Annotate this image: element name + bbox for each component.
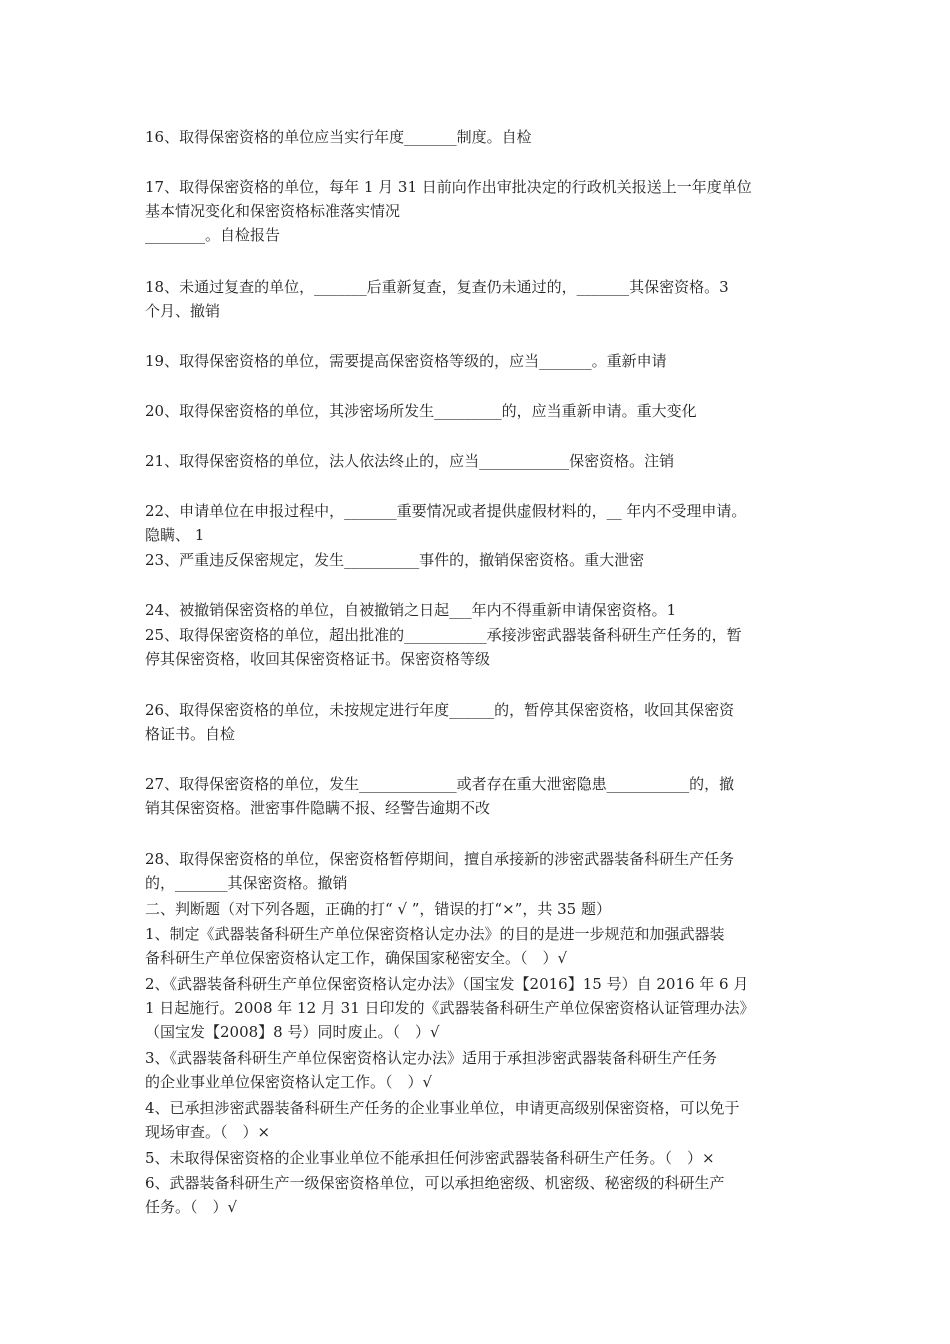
judgment-1-line-2: 备科研生产单位保密资格认定工作，确保国家秘密安全。（ ）√ <box>145 949 568 967</box>
question-26-line-2: 格证书。自检 <box>145 725 236 743</box>
judgment-3 <box>145 1046 815 1094</box>
judgment-4-line-2: 现场审查。（ ）× <box>145 1123 271 1141</box>
question-27-line-2: 销其保密资格。泄密事件隐瞒不报、经警告逾期不改 <box>145 799 491 817</box>
question-20-line-1: 20、取得保密资格的单位，其涉密场所发生_________的，应当重新申请。重大变化 <box>145 402 697 420</box>
judgment-3-line-1: 3、《武器装备科研生产单位保密资格认定办法》适用于承担涉密武器装备科研生产任务 <box>145 1049 718 1067</box>
judgment-4 <box>145 1096 815 1144</box>
judgment-2-line-1: 2、《武器装备科研生产单位保密资格认定办法》（国宝发【2016】15 号）自 2016 年 6 月 <box>145 975 749 993</box>
judgment-4-line-1: 4、已承担涉密武器装备科研生产任务的企业事业单位，申请更高级别保密资格，可以免于 <box>145 1099 740 1117</box>
judgment-2-line-2: 1 日起施行。2008 年 12 月 31 日印发的《武器装备科研生产单位保密资格认证管理办法》 <box>145 999 755 1017</box>
judgment-5 <box>145 1146 815 1170</box>
question-24-line-1: 24、被撤销保密资格的单位，自被撤销之日起___年内不得重新申请保密资格。1 <box>145 601 677 619</box>
section-2-heading-text: 二、判断题（对下列各题，正确的打“ √ ”，错误的打“×”，共 35 题） <box>145 900 611 918</box>
question-19-line-1: 19、取得保密资格的单位，需要提高保密资格等级的，应当_______。重新申请 <box>145 352 667 370</box>
question-28 <box>145 847 815 895</box>
question-22-line-1: 22、申请单位在申报过程中，_______重要情况或者提供虚假材料的，__ 年内不受理申请。 <box>145 502 747 520</box>
question-27-line-1: 27、取得保密资格的单位，发生_____________或者存在重大泄密隐患___________的，撤 <box>145 775 735 793</box>
question-17-line-2: 基本情况变化和保密资格标准落实情况 <box>145 202 401 220</box>
question-18-line-2: 个月、撤销 <box>145 302 221 320</box>
question-19 <box>145 349 815 373</box>
question-23 <box>145 548 815 572</box>
question-28-line-1: 28、取得保密资格的单位，保密资格暂停期间，擅自承接新的涉密武器装备科研生产任务 <box>145 850 735 868</box>
question-25 <box>145 623 815 671</box>
judgment-1-line-1: 1、制定《武器装备科研生产单位保密资格认定办法》的目的是进一步规范和加强武器装 <box>145 925 725 943</box>
question-26 <box>145 698 815 746</box>
question-26-line-1: 26、取得保密资格的单位，未按规定进行年度______的，暂停其保密资格，收回其保密资 <box>145 701 735 719</box>
judgment-2-line-3: （国宝发【2008】8 号）同时废止。（ ）√ <box>145 1023 440 1041</box>
question-18 <box>145 275 815 323</box>
judgment-6-line-1: 6、武器装备科研生产一级保密资格单位，可以承担绝密级、机密级、秘密级的科研生产 <box>145 1174 725 1192</box>
question-17-line-3: ________。自检报告 <box>145 226 281 244</box>
judgment-2 <box>145 972 815 1044</box>
question-24 <box>145 598 815 622</box>
judgment-1 <box>145 922 815 970</box>
question-25-line-1: 25、取得保密资格的单位，超出批准的___________承接涉密武器装备科研生产任务的，暂 <box>145 626 742 644</box>
judgment-6 <box>145 1171 815 1219</box>
question-23-line-1: 23、严重违反保密规定，发生__________事件的，撤销保密资格。重大泄密 <box>145 551 645 569</box>
question-22-line-2: 隐瞒、 1 <box>145 526 205 544</box>
question-18-line-1: 18、未通过复查的单位，_______后重新复查，复查仍未通过的，_______其保密资格。3 <box>145 278 729 296</box>
question-16-line-1: 16、取得保密资格的单位应当实行年度_______制度。自检 <box>145 128 532 146</box>
question-16 <box>145 125 815 149</box>
judgment-3-line-2: 的企业事业单位保密资格认定工作。（ ）√ <box>145 1073 433 1091</box>
question-21-line-1: 21、取得保密资格的单位，法人依法终止的，应当____________保密资格。注销 <box>145 452 675 470</box>
question-20 <box>145 399 815 423</box>
question-27 <box>145 772 815 820</box>
question-17 <box>145 175 815 247</box>
judgment-5-line-1: 5、未取得保密资格的企业事业单位不能承担任何涉密武器装备科研生产任务。（ ）× <box>145 1149 715 1167</box>
question-25-line-2: 停其保密资格，收回其保密资格证书。保密资格等级 <box>145 650 491 668</box>
question-28-line-2: 的，_______其保密资格。撤销 <box>145 874 348 892</box>
question-21 <box>145 449 815 473</box>
question-22 <box>145 499 815 547</box>
question-17-line-1: 17、取得保密资格的单位，每年 1 月 31 日前向作出审批决定的行政机关报送上一年度单位 <box>145 178 752 196</box>
judgment-6-line-2: 任务。（ ）√ <box>145 1198 238 1216</box>
section-2-heading <box>145 897 815 921</box>
